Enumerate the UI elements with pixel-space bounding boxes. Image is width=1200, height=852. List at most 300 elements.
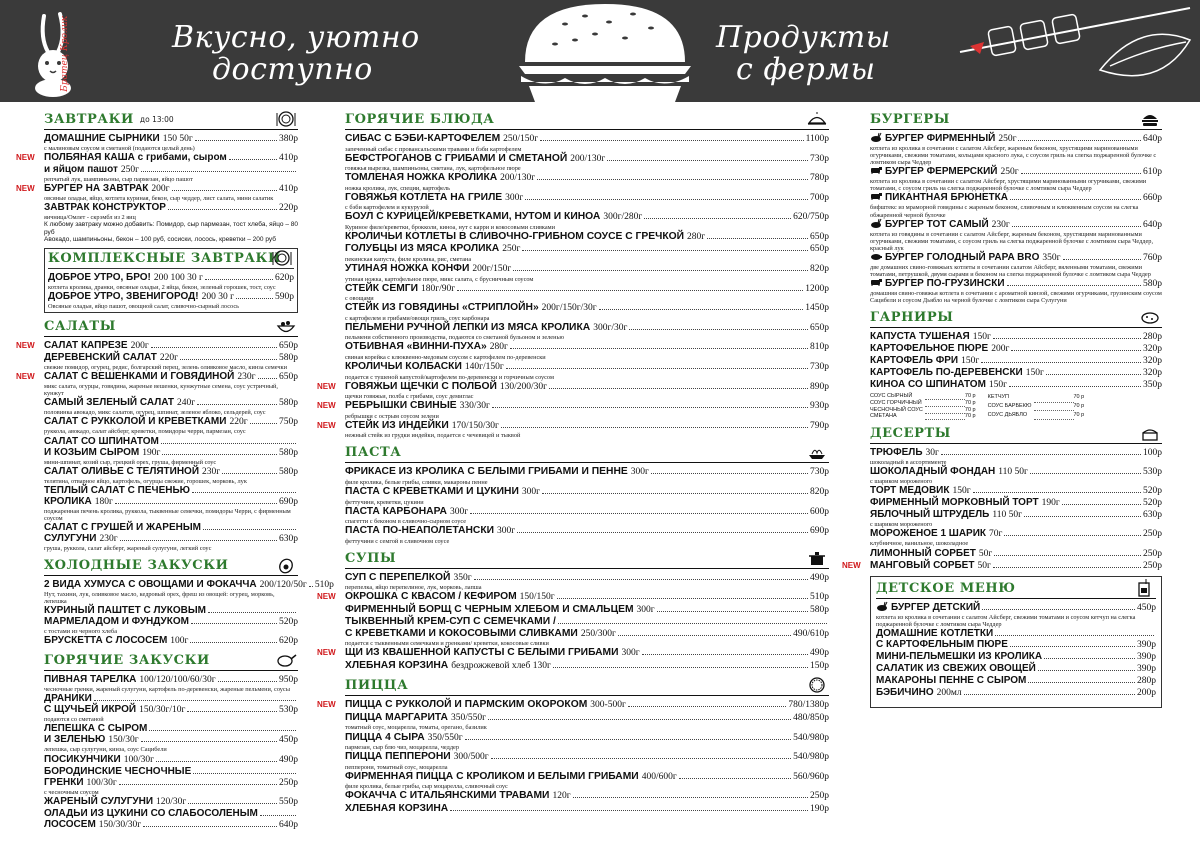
rabbit-logo-icon — [22, 8, 92, 98]
leader-dots — [1018, 140, 1141, 141]
item-name: УТИНАЯ НОЖКА КОНФИ — [345, 263, 470, 275]
item-price: 520р — [1143, 498, 1162, 509]
section-title: ДЕСЕРТЫ — [870, 426, 951, 442]
item-description: Нут, тахини, лук, оливковое масло, кедровый орех, фреш из овощей: огурец, морковь, лепешка — [44, 591, 275, 606]
menu-item — [44, 133, 298, 152]
sauce-price: 70 р — [1073, 411, 1085, 418]
dish-icon — [807, 110, 827, 128]
leader-dots — [1007, 285, 1141, 286]
menu-item-row — [876, 639, 1156, 651]
leader-dots — [260, 815, 296, 816]
leader-dots — [197, 404, 277, 405]
leader-dots — [190, 642, 277, 643]
item-weight: 300г — [621, 648, 640, 659]
leader-dots — [222, 473, 277, 474]
menu-item — [345, 192, 829, 212]
sauce-row — [870, 400, 978, 407]
item-description: подается с тыквенными семечками и гренками/ креветки, кокосовые сливки — [345, 640, 549, 648]
menu-item-row — [44, 485, 298, 496]
item-price: 930р — [810, 401, 829, 412]
item-name: ГОВЯЖЬЯ КОТЛЕТА НА ГРИЛЕ — [345, 191, 503, 203]
cake-icon — [1140, 424, 1160, 442]
item-weight: 100/30г — [86, 777, 117, 788]
sauces-table-left — [870, 393, 978, 420]
item-price: 650р — [279, 341, 298, 352]
item-price: 650р — [810, 231, 829, 242]
menu-item — [870, 548, 1162, 560]
leader-dots — [607, 160, 808, 161]
item-description: с шариком мороженого — [870, 521, 933, 529]
leader-dots — [1009, 386, 1141, 387]
logo-text: Братец Кролик — [60, 16, 70, 92]
menu-section — [876, 579, 1156, 699]
section-title: ПАСТА — [345, 445, 402, 461]
new-badge: NEW — [16, 184, 35, 194]
leader-dots — [191, 623, 277, 624]
item-name: ПИЦЦА 4 СЫРА — [345, 731, 425, 743]
item-price: 510р — [314, 580, 334, 590]
leader-dots — [229, 159, 277, 160]
menu-item — [345, 660, 829, 673]
slogan-right: Продукты с фермы — [716, 20, 891, 87]
sauce-price: 70 р — [1073, 394, 1085, 401]
item-price: 480/850р — [793, 712, 829, 723]
section-title: САЛАТЫ — [44, 319, 116, 335]
menu-item-row — [870, 560, 1162, 572]
menu-item — [345, 263, 829, 283]
leader-dots — [537, 179, 808, 180]
leader-dots — [470, 513, 808, 514]
item-name: КАРТОФЕЛЬ ПО-ДЕРЕВЕНСКИ — [870, 367, 1023, 379]
menu-item-row — [345, 133, 829, 146]
leader-dots — [1011, 350, 1141, 351]
item-price: 410р — [279, 153, 298, 164]
item-price: 580р — [810, 604, 829, 615]
section-title: ГАРНИРЫ — [870, 310, 954, 326]
item-name: ПИЦЦА МАРГАРИТА — [345, 711, 448, 723]
item-price: 950р — [279, 675, 298, 686]
menu-item-row — [870, 343, 1162, 355]
item-name: ОЛАДЬИ ИЗ ЦУКИНИ СО СЛАБОСОЛЕНЫМ — [44, 807, 258, 819]
item-description: Куриное филе/креветки, брокколи, киноа, нут с карри и кокосовыми сливками — [345, 223, 556, 231]
menu-item — [870, 355, 1162, 367]
menu-item — [876, 675, 1156, 687]
pasta-icon — [807, 443, 827, 461]
menu-item-row — [870, 355, 1162, 367]
plate-icon — [272, 249, 292, 267]
menu-item-row — [870, 192, 1162, 204]
item-name: СТЕЙК ИЗ ГОВЯДИНЫ «СТРИПЛОЙН» — [345, 302, 539, 314]
item-name: САМЫЙ ЗЕЛЕНЫЙ САЛАТ — [44, 397, 175, 409]
item-name: БУРГЕР НА ЗАВТРАК — [44, 183, 149, 195]
item-weight: 150г — [961, 356, 980, 367]
item-description: перепелка, яйцо перепелиное, лук, морковь, лапша — [345, 584, 482, 592]
item-name: ЯБЛОЧНЫЙ ШТРУДЕЛЬ — [870, 509, 990, 521]
menu-item-row — [44, 371, 298, 383]
item-weight: 230г — [237, 372, 256, 383]
menu-item-row — [345, 263, 829, 276]
item-description: пармезан, сыр блю чиз, моцарелла, чеддер — [345, 744, 459, 752]
leader-dots — [629, 329, 808, 330]
item-description: котлета из говядины в сочетании с салатом Айсберг, жареным беконом, хрустящими маринованными огурчиками, свежими томатами, с соусом гриль на слегка поджаренной булочке с ломтиком сыра Чеддер, красный лук — [870, 230, 1154, 252]
item-name: КУРИНЫЙ ПАШТЕТ С ЛУКОВЫМ — [44, 605, 206, 617]
item-description: феттучини с семгой в сливочном соусе — [345, 537, 450, 545]
salad-icon — [276, 317, 296, 335]
menu-item — [44, 447, 298, 466]
menu-item-row — [345, 341, 829, 354]
item-weight: 300г — [636, 604, 655, 615]
item-description: феттучини, креветки, цукини — [345, 498, 424, 506]
sauces-list — [870, 393, 1162, 420]
rabbit-icon — [870, 219, 882, 227]
menu-item — [44, 808, 298, 819]
page-header — [0, 0, 1200, 102]
leader-dots — [120, 540, 277, 541]
leader-dots — [540, 140, 803, 141]
menu-item-row — [345, 302, 829, 315]
menu-item — [876, 663, 1156, 675]
menu-item — [876, 639, 1156, 651]
sauce-row — [870, 413, 978, 420]
item-weight: 110 50г — [998, 467, 1028, 478]
item-weight: 250/150г — [503, 134, 539, 144]
item-name: ФИРМЕННАЯ ПИЦЦА С КРОЛИКОМ И БЕЛЫМИ ГРИБАМИ — [345, 770, 639, 782]
menu-item-row — [870, 447, 1162, 459]
item-weight: 300г/280г — [603, 212, 643, 223]
menu-section — [345, 443, 829, 544]
item-name: КРОЛИЧЬИ КОТЛЕТЫ В СЛИВОЧНО-ГРИБНОМ СОУСЕ С ГРЕЧКОЙ — [345, 230, 685, 242]
menu-section — [870, 110, 1162, 304]
item-description: поджаренная печень кролика, руккола, тыквенные семечки, помидоры Черри, с фирменным соусом — [44, 507, 291, 522]
new-badge: NEW — [317, 648, 336, 658]
new-badge: NEW — [317, 381, 336, 391]
menu-item-row — [870, 466, 1162, 478]
menu-item-row — [345, 604, 829, 617]
menu-item — [345, 341, 829, 361]
item-description: говяжья вырезка, шампиньоны, сметана, лук, картофельное пюре — [345, 165, 521, 173]
menu-item-row — [345, 153, 829, 166]
item-name: ПЕЛЬМЕНИ РУЧНОЙ ЛЕПКИ ИЗ МЯСА КРОЛИКА — [345, 321, 591, 333]
menu-item — [44, 777, 298, 796]
item-weight: 250г — [120, 165, 140, 176]
item-price: 530р — [279, 705, 298, 716]
item-price: 1450р — [805, 303, 829, 314]
menu-item — [870, 192, 1162, 218]
item-name: ДОБРОЕ УТРО, БРО! — [48, 271, 151, 283]
menu-item — [345, 732, 829, 752]
item-name: САЛАТ ОЛИВЬЕ С ТЕЛЯТИНОЙ — [44, 465, 199, 477]
menu-section — [44, 248, 298, 313]
item-name: ДРАНИКИ — [44, 693, 92, 705]
item-description: груша, руккола, салат айсберг, жареный сулугуни, легкий соус — [44, 544, 212, 552]
item-price: 600р — [810, 506, 829, 517]
item-weight: 300г — [521, 487, 541, 497]
menu-item — [870, 509, 1162, 528]
menu-item — [870, 133, 1162, 166]
menu-item-row — [345, 243, 829, 256]
item-weight: 200г — [130, 341, 149, 352]
menu-item-row — [345, 660, 829, 673]
section-title: ГОРЯЧИЕ ЗАКУСКИ — [44, 653, 210, 669]
item-weight: 200 100 30 г — [153, 272, 203, 283]
section-title: БУРГЕРЫ — [870, 112, 950, 127]
leader-dots — [542, 493, 808, 494]
menu-item-row — [44, 183, 298, 195]
item-name: И КОЗЬИМ СЫРОМ — [44, 446, 140, 458]
item-name: ПИЦЦА ПЕППЕРОНИ — [345, 751, 451, 763]
leader-dots — [187, 711, 277, 712]
avocado-icon — [276, 556, 296, 574]
menu-item-row — [345, 381, 829, 394]
leader-dots — [573, 797, 808, 798]
leader-dots — [651, 473, 808, 474]
item-price: 320р — [1143, 344, 1162, 355]
section-header — [48, 249, 294, 269]
menu-item — [317, 647, 829, 660]
item-weight: 250/300г — [580, 628, 616, 639]
leader-dots — [457, 290, 803, 291]
menu-item — [44, 522, 298, 533]
menu-item — [870, 466, 1162, 485]
menu-item-row — [44, 754, 298, 766]
menu-item — [345, 172, 829, 192]
leader-dots — [1010, 646, 1135, 647]
menu-item-row — [44, 416, 298, 428]
item-price: 320р — [1143, 368, 1162, 379]
item-weight: 230г — [991, 219, 1010, 230]
item-name: ЩИ ИЗ КВАШЕННОЙ КАПУСТЫ С БЕЛЫМИ ГРИБАМИ — [345, 647, 619, 659]
item-description: пельмени собственного производства, подаются со сметаной бульоном и зеленью — [345, 334, 565, 342]
section-header — [345, 549, 829, 569]
item-price: 760р — [1143, 252, 1162, 263]
item-weight: 300г — [630, 467, 649, 478]
item-name: КРОЛИКА — [44, 495, 92, 507]
menu-item — [870, 447, 1162, 466]
item-name: ГРЕНКИ — [44, 776, 84, 788]
menu-item — [44, 397, 298, 416]
leader-dots — [993, 567, 1141, 568]
item-weight: 220г — [229, 417, 248, 428]
slogan-left: Вкусно, уютно доступно — [172, 20, 420, 87]
item-price: 250р — [279, 777, 298, 788]
item-name: ТОРТ МЕДОВИК — [870, 485, 950, 497]
item-description: с шариком мороженого — [870, 478, 933, 486]
menu-item-row — [44, 447, 298, 459]
item-description: нежный стейк из грудки индейки, подается с чечевицей и тыквой — [345, 432, 521, 440]
menu-item-row — [345, 400, 829, 413]
menu-item-row — [345, 172, 829, 185]
item-description: Овсяные оладьи, яйцо пашот, овощной салат, сливочно-сырный лосось — [48, 302, 240, 310]
menu-item — [44, 819, 298, 831]
section-title: ПИЦЦА — [345, 678, 409, 694]
item-weight: 250г — [502, 244, 521, 255]
menu-item-row — [44, 616, 298, 628]
menu-item-row — [876, 663, 1156, 675]
menu-item — [317, 419, 829, 440]
skewer-illustration-icon — [950, 0, 1200, 102]
leader-dots — [309, 586, 313, 587]
item-price: 750р — [279, 417, 298, 428]
item-price: 630р — [279, 533, 298, 544]
item-weight: 190г — [142, 447, 161, 458]
menu-item — [345, 466, 829, 486]
menu-item-row — [345, 525, 829, 538]
menu-item — [44, 635, 298, 647]
leader-dots — [1024, 516, 1141, 517]
item-price: 410р — [279, 184, 298, 195]
item-description: с овощами — [345, 295, 374, 303]
menu-item — [44, 533, 298, 552]
menu-column-left — [16, 110, 334, 835]
item-price: 490р — [810, 648, 829, 659]
item-price: 150р — [810, 660, 829, 671]
item-name: ПАСТА С КРЕВЕТКАМИ И ЦУКИНИ — [345, 486, 519, 497]
leader-dots — [250, 423, 277, 424]
section-title: СУПЫ — [345, 550, 397, 566]
leader-dots — [510, 348, 808, 349]
item-weight: 200г — [991, 344, 1010, 355]
menu-item — [16, 371, 298, 398]
item-price: 540/980р — [793, 732, 829, 743]
item-name: БУРГЕР ГОЛОДНЫЙ PAPA BRO — [885, 251, 1040, 263]
menu-item — [870, 252, 1162, 278]
item-description: руккола, авокадо, салат айсберг, креветки, помидоры черри, пармезан, соус — [44, 428, 246, 436]
menu-item — [44, 704, 298, 723]
leader-dots — [1038, 670, 1135, 671]
item-price: 530р — [1143, 467, 1162, 478]
item-price: 790р — [810, 420, 829, 431]
menu-item — [876, 628, 1156, 639]
item-name: ХЛЕБНАЯ КОРЗИНА — [345, 659, 449, 671]
item-weight: 150/150г — [519, 592, 555, 603]
menu-item — [44, 436, 298, 447]
item-description: репчатый лук, шампиньоны, сыр пармезан, яйцо пашот — [44, 176, 193, 184]
menu-item-row — [345, 790, 829, 803]
section-header — [44, 651, 298, 671]
menu-item — [870, 497, 1162, 509]
item-name: КАПУСТА ТУШЕНАЯ — [870, 331, 970, 343]
leader-dots — [1012, 226, 1141, 227]
item-weight: 190г — [1041, 498, 1060, 509]
leader-dots — [679, 778, 791, 779]
section-header — [44, 317, 298, 337]
menu-item-row — [870, 331, 1162, 343]
menu-item — [870, 528, 1162, 547]
item-description: мини-шпинат, козий сыр, грецкий орех, груша, фирменный соус — [44, 458, 217, 466]
menu-item-row — [44, 723, 298, 734]
menu-item-row — [44, 533, 298, 545]
menu-item-row — [48, 291, 294, 303]
leader-dots — [208, 612, 296, 613]
item-name: МИНИ-ПЕЛЬМЕШКИ ИЗ КРОЛИКА — [876, 650, 1043, 662]
menu-item-row — [870, 548, 1162, 560]
item-name: БУРГЕР ФЕРМЕРСКИЙ — [885, 166, 998, 178]
item-price: 730р — [810, 362, 829, 373]
menu-item-row — [44, 704, 298, 716]
item-price: 580р — [279, 398, 298, 409]
menu-item-row — [44, 522, 298, 533]
item-weight: 350г — [1042, 252, 1061, 263]
item-price: 490р — [279, 754, 298, 765]
item-description: овсяные оладьи, яйцо, котлета куриная, бекон, сыр чеддер, лист салата, мини салатик — [44, 195, 274, 203]
menu-item-row — [44, 777, 298, 789]
item-name: ПОСИКУНЧИКИ — [44, 753, 121, 765]
menu-item-row — [44, 164, 298, 176]
leader-dots — [964, 694, 1135, 695]
item-name: ДЕРЕВЕНСКИЙ САЛАТ — [44, 352, 157, 364]
menu-item — [44, 734, 298, 753]
menu-item — [870, 219, 1162, 252]
menu-item — [44, 723, 298, 734]
leader-dots — [1062, 504, 1141, 505]
item-name: 2 ВИДА ХУМУСА С ОВОЩАМИ И ФОКАЧЧА — [44, 579, 257, 590]
sauce-name: СОУС БАРБЕКЮ — [987, 403, 1032, 410]
kids-menu-box — [870, 576, 1162, 708]
menu-item — [317, 699, 829, 712]
menu-item — [876, 651, 1156, 663]
section-header — [870, 110, 1162, 130]
item-weight: 240г — [177, 398, 196, 409]
leader-dots — [193, 773, 296, 774]
item-name: ПИКАНТНАЯ БРЮНЕТКА — [885, 192, 1008, 204]
menu-item — [44, 416, 298, 435]
item-weight: 50г — [978, 548, 993, 559]
item-name: САЛАТИК ИЗ СВЕЖИХ ОВОЩЕЙ — [876, 662, 1036, 674]
item-price: 1100р — [805, 134, 829, 144]
item-name: БУРГЕР ДЕТСКИЙ — [891, 601, 981, 613]
menu-item — [44, 496, 298, 522]
item-weight: 110 50г — [992, 510, 1023, 521]
leader-dots — [162, 454, 277, 455]
menu-item-row — [44, 340, 298, 352]
item-name: ПАСТА ПО-НЕАПОЛЕТАНСКИ — [345, 525, 495, 537]
item-name: ДОБРОЕ УТРО, ЗВЕНИГОРОД! — [48, 290, 199, 302]
menu-item — [870, 278, 1162, 304]
item-price: 650р — [810, 244, 829, 255]
item-name: САЛАТ КАПРЕЗЕ — [44, 340, 128, 352]
sauce-name: СМЕТАНА — [870, 413, 897, 420]
item-description: с картофелем и грибами/овощи гриль, соус карбонара — [345, 314, 490, 322]
item-weight: 150г — [1025, 368, 1044, 379]
menu-item — [876, 687, 1156, 699]
item-name: ТОМЛЕНАЯ НОЖКА КРОЛИКА — [345, 172, 498, 184]
leader-dots — [141, 741, 277, 742]
item-weight: 230г — [202, 466, 221, 477]
item-name: МАКАРОНЫ ПЕННЕ С СЫРОМ — [876, 674, 1027, 686]
item-weight: 330/30г — [459, 401, 490, 412]
menu-item-row — [345, 466, 829, 479]
item-name: КАРТОФЕЛЬНОЕ ПЮРЕ — [870, 343, 989, 355]
menu-item — [345, 153, 829, 173]
item-price: 780/1380р — [788, 700, 829, 711]
plate-icon — [276, 110, 296, 128]
menu-item — [345, 211, 829, 231]
item-weight: 100г — [170, 636, 189, 647]
menu-item — [44, 766, 298, 777]
menu-item-row — [44, 766, 298, 777]
menu-item-row — [345, 803, 829, 816]
item-name: С КРЕВЕТКАМИ И КОКОСОВЫМИ СЛИВКАМИ — [345, 627, 578, 639]
sauce-row — [988, 411, 1087, 420]
new-badge: NEW — [842, 560, 861, 570]
item-price: 820р — [810, 487, 829, 497]
item-price: 390р — [1137, 651, 1156, 662]
menu-item — [345, 616, 829, 628]
menu-item — [345, 322, 829, 342]
item-name: СТЕЙК СЕМГИ — [345, 282, 419, 294]
item-price: 660р — [1143, 193, 1162, 204]
item-description: бифштекс из мраморной говядины с жареным беконом, сливочным и клюквенным соусом на слегка обжаренной черной булочке — [870, 204, 1139, 219]
